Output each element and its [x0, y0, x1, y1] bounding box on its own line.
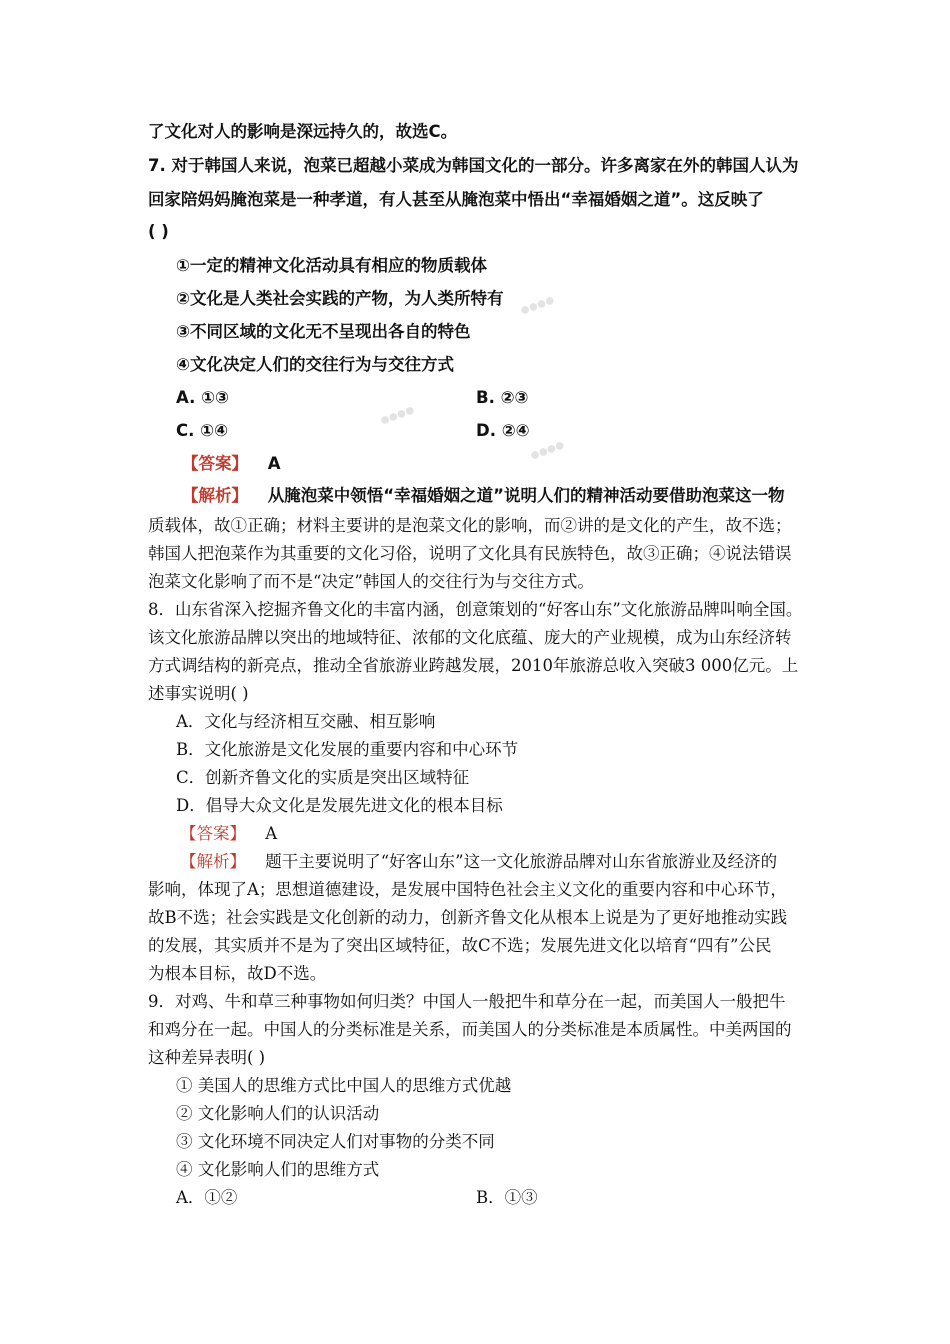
q9-item-1: ① 美国人的思维方式比中国人的思维方式优越: [176, 1076, 512, 1095]
q7-analysis-line-3: 韩国人把泡菜作为其重要的文化习俗，说明了文化具有民族特色，故③正确；④说法错误: [148, 544, 792, 563]
watermark: ●●●●: [529, 439, 566, 462]
q8-stem-line-3: 方式调结构的新亮点，推动全省旅游业跨越发展，2010年旅游总收入突破3 000亿元。上: [148, 656, 799, 675]
q8-analysis-line-4: 的发展，其实质并不是为了突出区域特征，故C不选；发展先进文化以培育“四有”公民: [148, 936, 772, 955]
q7-item-4: ④文化决定人们的交往行为与交往方式: [176, 355, 454, 374]
q7-answer-tag: 【答案】: [182, 454, 248, 473]
q7-analysis-tag: 【解析】: [182, 486, 248, 505]
q8-analysis-line-2: 影响，体现了A；思想道德建设，是发展中国特色社会主义文化的重要内容和中心环节，: [148, 880, 787, 899]
q7-option-a: A. ①③: [176, 388, 230, 407]
q7-answer-value: A: [267, 454, 281, 473]
q7-option-d: D. ②④: [476, 421, 530, 440]
q7-option-c: C. ①④: [176, 421, 229, 440]
q7-item-1: ①一定的精神文化活动具有相应的物质载体: [176, 256, 487, 275]
q8-analysis-line-5: 为根本目标，故D不选。: [148, 964, 327, 983]
q7-analysis-row: [182, 485, 784, 507]
q8-analysis-row: [180, 851, 777, 873]
q8-option-b: B．文化旅游是文化发展的重要内容和中心环节: [176, 740, 519, 759]
q7-carry-line: 了文化对人的影响是深远持久的，故选C。: [148, 122, 458, 141]
q9-option-b: B．①③: [476, 1188, 538, 1207]
q8-analysis-tag: 【解析】: [180, 852, 246, 871]
q9-option-a: A．①②: [176, 1188, 238, 1207]
q7-stem-line-1: 7. 对于韩国人来说，泡菜已超越小菜成为韩国文化的一部分。许多离家在外的韩国人认为: [148, 156, 799, 175]
q8-option-a: A．文化与经济相互交融、相互影响: [176, 712, 436, 731]
q8-answer-row: [180, 823, 277, 845]
q7-item-3: ③不同区域的文化无不呈现出各自的特色: [176, 322, 471, 341]
q9-item-2: ② 文化影响人们的认识活动: [176, 1104, 380, 1123]
watermark: ●●●●: [519, 294, 556, 317]
q9-stem-line-3: 这种差异表明( ): [148, 1048, 266, 1067]
q8-analysis-line-1: 题干主要说明了“好客山东”这一文化旅游品牌对山东省旅游业及经济的: [265, 852, 778, 871]
q7-stem-line-2: 回家陪妈妈腌泡菜是一种孝道，有人甚至从腌泡菜中悟出“幸福婚姻之道”。这反映了: [148, 190, 764, 209]
q7-stem-line-3: ( ): [148, 222, 169, 241]
q7-option-b: B. ②③: [476, 388, 529, 407]
q8-option-c: C．创新齐鲁文化的实质是突出区域特征: [176, 768, 470, 787]
q8-option-d: D．倡导大众文化是发展先进文化的根本目标: [176, 796, 503, 815]
q9-stem-line-1: 9．对鸡、牛和草三种事物如何归类？中国人一般把牛和草分在一起，而美国人一般把牛: [148, 992, 786, 1011]
watermark: ●●●●: [379, 404, 416, 427]
q8-analysis-line-3: 故B不选；社会实践是文化创新的动力，创新齐鲁文化从根本上说是为了更好地推动实践: [148, 908, 788, 927]
q8-answer-tag: 【答案】: [180, 824, 246, 843]
q7-analysis-line-2: 质载体，故①正确；材料主要讲的是泡菜文化的影响，而②讲的是文化的产生，故不选；: [148, 516, 792, 535]
q8-stem-line-2: 该文化旅游品牌以突出的地域特征、浓郁的文化底蕴、庞大的产业规模，成为山东经济转: [148, 628, 792, 647]
q8-stem-line-4: 述事实说明( ): [148, 684, 249, 703]
q7-item-2: ②文化是人类社会实践的产物，为人类所特有: [176, 289, 504, 308]
q9-item-4: ④ 文化影响人们的思维方式: [176, 1160, 380, 1179]
q9-stem-line-2: 和鸡分在一起。中国人的分类标准是关系，而美国人的分类标准是本质属性。中美两国的: [148, 1020, 792, 1039]
q7-answer-row: [182, 453, 281, 475]
q7-analysis-line-1: 从腌泡菜中领悟“幸福婚姻之道”说明人们的精神活动要借助泡菜这一物: [267, 486, 785, 505]
q9-item-3: ③ 文化环境不同决定人们对事物的分类不同: [176, 1132, 495, 1151]
q7-analysis-line-4: 泡菜文化影响了而不是“决定”韩国人的交往行为与交往方式。: [148, 572, 594, 591]
q8-stem-line-1: 8．山东省深入挖掘齐鲁文化的丰富内涵，创意策划的“好客山东”文化旅游品牌叫响全国。: [148, 600, 803, 619]
q8-answer-value: A: [265, 824, 278, 843]
